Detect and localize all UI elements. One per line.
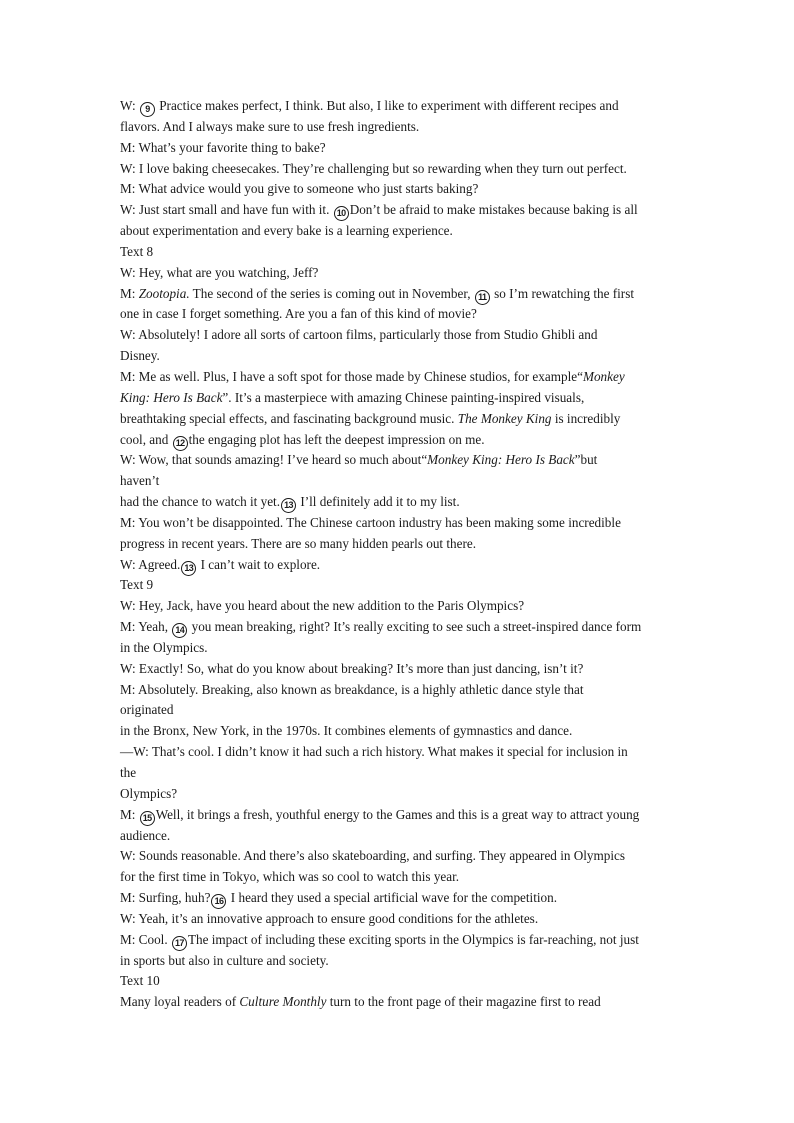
transcript-line [120, 159, 680, 180]
line-text: breathtaking special effects, and fascinating background music. [120, 410, 458, 426]
line-text: Text 9 [120, 577, 154, 593]
line-text: originated [120, 702, 174, 718]
circled-number-marker: 13 [281, 498, 296, 513]
line-text: turn to the front page of their magazine first to read [326, 994, 601, 1010]
line-text: —W: That’s cool. I didn’t know it had such a rich history. What makes it special for inclusion in [120, 744, 628, 760]
transcript-line [120, 263, 680, 284]
line-text: so I’m rewatching the first [490, 285, 634, 301]
circled-number-marker: 10 [334, 206, 349, 221]
line-text: Text 8 [120, 243, 154, 259]
transcript-line [120, 304, 680, 325]
italic-title: The Monkey King [457, 410, 552, 426]
line-text: Text 10 [120, 973, 160, 989]
transcript-line [120, 742, 680, 763]
transcript-line [120, 784, 680, 805]
line-text: W: Agreed. [120, 556, 181, 572]
italic-title: Zootopia. [138, 285, 190, 301]
transcript-line [120, 284, 680, 305]
line-text: M: What advice would you give to someone who just starts baking? [120, 181, 479, 197]
transcript-line [120, 638, 680, 659]
transcript-line [120, 680, 680, 701]
transcript-line [120, 388, 680, 409]
circled-number-marker: 12 [173, 436, 188, 451]
line-text: in the Olympics. [120, 639, 208, 655]
transcript-line [120, 117, 680, 138]
line-text: Olympics? [120, 785, 178, 801]
line-text: Don’t be afraid to make mistakes because baking is all [349, 202, 638, 218]
transcript-line [120, 138, 680, 159]
line-text: W: [120, 98, 139, 113]
transcript-line [120, 846, 680, 867]
line-text: in sports but also in culture and society. [120, 952, 329, 968]
transcript-line [120, 888, 680, 909]
circled-number-marker: 13 [181, 561, 196, 576]
italic-title: Culture Monthly [239, 994, 327, 1010]
circled-number-marker: 11 [475, 290, 490, 305]
transcript-line [120, 325, 680, 346]
line-text: The impact of including these exciting sports in the Olympics is far-reaching, not just [187, 931, 639, 947]
line-text: W: Just start small and have fun with it. [120, 202, 333, 218]
transcript-line [120, 951, 680, 972]
line-text: the [120, 765, 137, 780]
line-text: W: Hey, what are you watching, Jeff? [120, 264, 319, 280]
line-text: W: I love baking cheesecakes. They’re challenging but so rewarding when they turn out perfect. [120, 160, 627, 176]
line-text: W: Wow, that sounds amazing! I’ve heard so much about“ [120, 452, 428, 468]
transcript-line [120, 721, 680, 742]
circled-number-marker: 14 [172, 623, 187, 638]
transcript-line [120, 700, 680, 721]
line-text: haven’t [120, 473, 160, 489]
line-text: Many loyal readers of [120, 994, 240, 1010]
line-text: The second of the series is coming out in November, [189, 285, 474, 301]
line-text: about experimentation and every bake is a learning experience. [120, 223, 453, 239]
transcript-line [120, 617, 680, 638]
transcript-line [120, 575, 680, 596]
line-text: M: Surfing, huh? [120, 890, 211, 906]
transcript-line [120, 971, 680, 992]
transcript-line [120, 992, 680, 1013]
transcript-line [120, 242, 680, 263]
line-text: I heard they used a special artificial wave for the competition. [227, 890, 558, 906]
line-text: had the chance to watch it yet. [120, 494, 281, 510]
line-text: ”. It’s a masterpiece with amazing Chinese painting-inspired visuals, [222, 389, 585, 405]
line-text: W: Sounds reasonable. And there’s also skateboarding, and surfing. They appeared in Olympics [120, 848, 626, 864]
transcript-line [120, 513, 680, 534]
transcript-line [120, 200, 680, 221]
transcript-line [120, 555, 680, 576]
transcript-line [120, 826, 680, 847]
line-text: the engaging plot has left the deepest impression on me. [188, 431, 485, 447]
line-text: is incredibly [551, 410, 621, 426]
transcript-line [120, 96, 680, 117]
line-text: M: Yeah, [120, 619, 172, 635]
circled-number-marker: 17 [172, 936, 187, 951]
line-text: for the first time in Tokyo, which was so cool to watch this year. [120, 869, 460, 885]
circled-number-marker: 9 [140, 102, 155, 117]
line-text: W: Exactly! So, what do you know about breaking? It’s more than just dancing, isn’t it? [120, 660, 584, 676]
transcript-line [120, 179, 680, 200]
line-text: W: Hey, Jack, have you heard about the new addition to the Paris Olympics? [120, 598, 525, 614]
line-text: M: [120, 806, 139, 822]
line-text: Practice makes perfect, I think. But also, I like to experiment with different recipes and [155, 98, 619, 113]
transcript-line [120, 596, 680, 617]
transcript-line [120, 367, 680, 388]
italic-title: King: Hero Is Back [120, 389, 223, 405]
transcript-line [120, 346, 680, 367]
italic-title: Monkey King: Hero Is Back [427, 452, 575, 468]
line-text: Well, it brings a fresh, youthful energy to the Games and this is a great way to attract young [155, 806, 640, 822]
circled-number-marker: 16 [211, 894, 226, 909]
line-text: M: You won’t be disappointed. The Chinese cartoon industry has been making some incredible [120, 514, 621, 530]
line-text: flavors. And I always make sure to use fresh ingredients. [120, 118, 420, 134]
line-text: in the Bronx, New York, in the 1970s. It combines elements of gymnastics and dance. [120, 723, 573, 739]
transcript-line [120, 763, 680, 784]
transcript-line [120, 492, 680, 513]
line-text: I can’t wait to explore. [197, 556, 321, 572]
transcript-line [120, 805, 680, 826]
transcript-line [120, 867, 680, 888]
line-text: cool, and [120, 431, 172, 447]
line-text: one in case I forget something. Are you a fan of this kind of movie? [120, 306, 477, 322]
line-text: M: What’s your favorite thing to bake? [120, 139, 326, 155]
line-text: W: Yeah, it’s an innovative approach to ensure good conditions for the athletes. [120, 910, 539, 926]
transcript-line [120, 471, 680, 492]
line-text: M: Me as well. Plus, I have a soft spot for those made by Chinese studios, for example“ [120, 368, 583, 384]
line-text: M: [120, 285, 139, 301]
line-text: I’ll definitely add it to my list. [297, 494, 460, 510]
line-text: M: Cool. [120, 931, 171, 947]
line-text: Disney. [120, 348, 160, 364]
line-text: audience. [120, 827, 171, 843]
line-text: progress in recent years. There are so many hidden pearls out there. [120, 535, 477, 551]
transcript-line [120, 930, 680, 951]
transcript-line [120, 430, 680, 451]
transcript-line [120, 409, 680, 430]
transcript-line [120, 659, 680, 680]
line-text: ”but [574, 452, 598, 468]
transcript-line [120, 534, 680, 555]
circled-number-marker: 15 [140, 811, 155, 826]
italic-title: Monkey [582, 368, 625, 384]
line-text: W: Absolutely! I adore all sorts of cartoon films, particularly those from Studio Ghibli and [120, 327, 598, 343]
transcript-page [120, 96, 680, 1013]
transcript-line [120, 450, 680, 471]
transcript-line [120, 221, 680, 242]
line-text: you mean breaking, right? It’s really exciting to see such a street-inspired dance form [188, 619, 642, 635]
line-text: M: Absolutely. Breaking, also known as breakdance, is a highly athletic dance style that [120, 681, 584, 697]
transcript-line [120, 909, 680, 930]
